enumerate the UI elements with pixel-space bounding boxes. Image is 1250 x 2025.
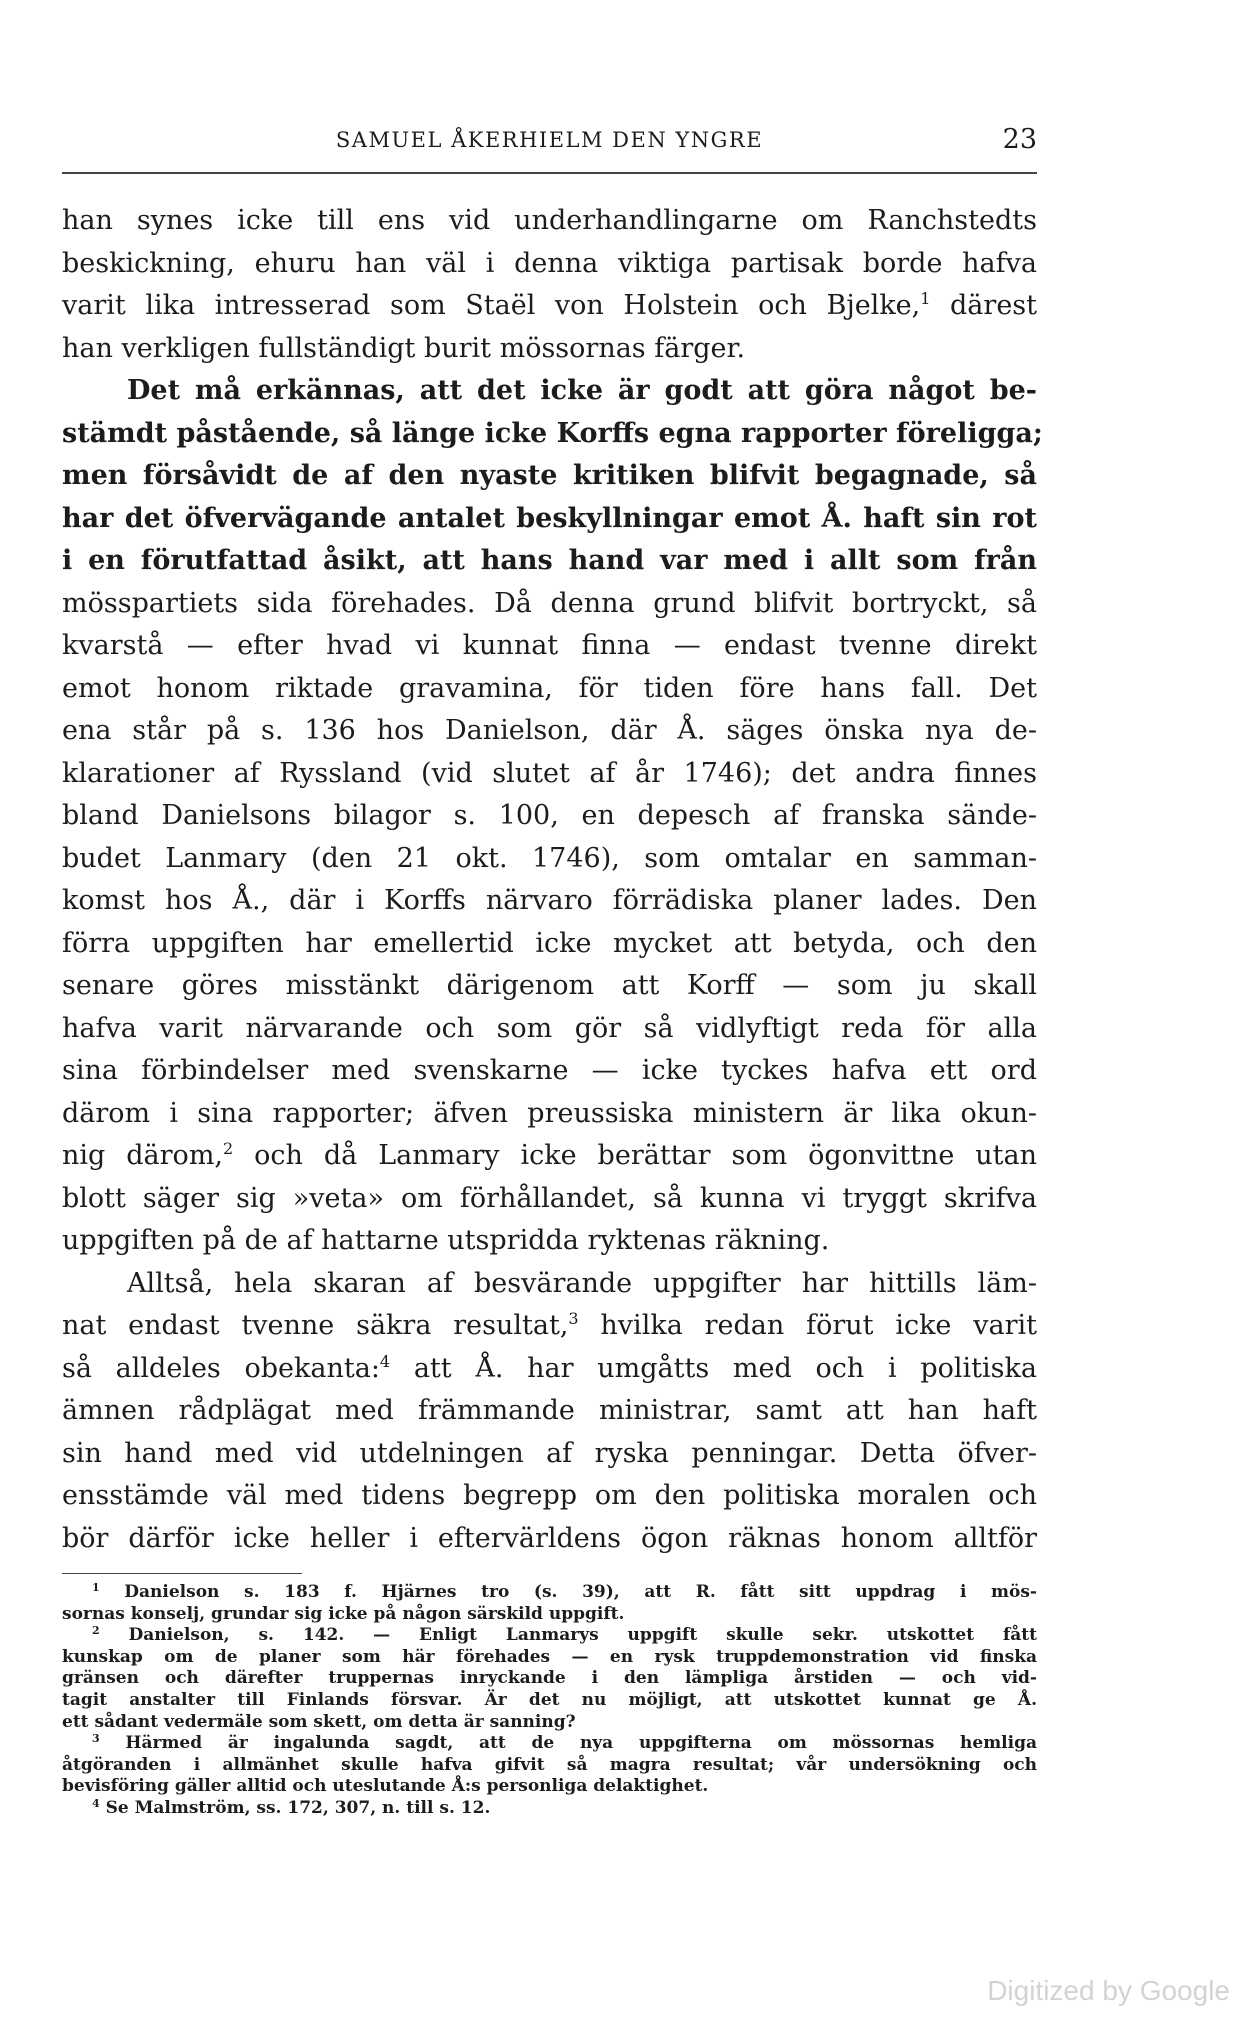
footnote-text: Danielson s. 183 f. Hjärnes tro (s. 39), att R. fått sitt uppdrag i mös- [99, 1582, 1037, 1602]
footnote-line [62, 1604, 1037, 1626]
text-line [62, 795, 1037, 838]
footnote-text: åtgöranden i allmänhet skulle hafva gifvit så magra resultat; vår undersökning och [62, 1754, 1037, 1775]
footnote-number: 1 [92, 1581, 100, 1594]
line-text: Det må erkännas, att det icke är godt att göra något be- [127, 375, 1037, 406]
line-text: förra uppgiften har emellertid icke mycket att betyda, och den [62, 927, 1037, 959]
text-line [62, 540, 1037, 583]
line-text: Alltså, hela skaran af besvärande uppgifter har hittills läm- [127, 1267, 1037, 1299]
footnote-line [62, 1582, 1037, 1604]
line-text-continued: och då Lanmary icke berättar som ögonvittne utan [233, 1140, 1038, 1171]
footnotes [62, 1582, 1037, 1820]
text-line [62, 1135, 1037, 1178]
line-text: nat endast tvenne säkra resultat, [62, 1310, 569, 1341]
footnote-text: Härmed är ingalunda sagdt, att de nya uppgifterna om mössornas hemliga [99, 1733, 1037, 1754]
line-text: ensstämde väl med tidens begrepp om den politiska moralen och [62, 1480, 1037, 1511]
page-header [62, 124, 1037, 164]
text-line [62, 1305, 1037, 1348]
text-line [62, 880, 1037, 923]
text-line [62, 583, 1037, 626]
text-line [62, 498, 1037, 541]
line-text-continued: därest [930, 290, 1037, 321]
footnote-rule [62, 1573, 302, 1574]
footnote-marker: 1 [920, 289, 931, 308]
line-text: klarationer af Ryssland (vid slutet af år 1746); det andra finnes [62, 757, 1037, 789]
text-line [62, 625, 1037, 668]
footnote-line [62, 1733, 1037, 1755]
footnote-number: 4 [92, 1796, 100, 1810]
footnote-text: ett sådant vedermäle som skett, om detta är sanning? [62, 1711, 576, 1732]
line-text-continued: att Å. har umgåtts med och i politiska [390, 1352, 1037, 1384]
footnote-marker: 4 [379, 1351, 391, 1371]
footnote-marker: 2 [223, 1139, 234, 1158]
text-line [62, 370, 1037, 413]
text-line [62, 668, 1037, 711]
footnote-line [62, 1776, 1037, 1798]
line-text: har det öfvervägande antalet beskyllningar emot Å. haft sin rot [62, 502, 1037, 534]
line-text: nig därom, [62, 1140, 224, 1171]
line-text: uppgiften på de af hattarne utspridda ryktenas räkning. [62, 1225, 830, 1256]
footnote-number: 2 [92, 1624, 100, 1638]
text-line [62, 285, 1037, 328]
line-text: varit lika intresserad som Staël von Holstein och Bjelke, [62, 290, 921, 321]
footnote-marker: 3 [568, 1309, 579, 1328]
text-line [62, 243, 1037, 286]
text-line [62, 200, 1037, 243]
text-line [62, 753, 1037, 796]
line-text: han synes icke till ens vid underhandlingarne om Ranchstedts [62, 205, 1037, 236]
footnote-text: bevisföring gäller alltid och uteslutande Å:s personliga delaktighet. [62, 1776, 709, 1797]
footnote-line [62, 1647, 1037, 1669]
footnote-text: Se Malmström, ss. 172, 307, n. till s. 12. [99, 1797, 491, 1818]
text-line [62, 923, 1037, 966]
line-text: ena står på s. 136 hos Danielson, där Å. säges önska nya de- [62, 715, 1037, 746]
text-line [62, 1433, 1037, 1476]
line-text: i en förutfattad åsikt, att hans hand var med i allt som från [62, 545, 1037, 576]
text-line [62, 1348, 1037, 1391]
text-line [62, 1050, 1037, 1093]
digitization-watermark: Digitized by Google [987, 1975, 1230, 2006]
text-line [62, 1518, 1037, 1561]
line-text: blott säger sig »veta» om förhållandet, så kunna vi tryggt skrifva [62, 1182, 1037, 1214]
text-line [62, 838, 1037, 881]
line-text: därom i sina rapporter; äfven preussiska ministern är lika okun- [62, 1097, 1037, 1129]
text-line [62, 413, 1043, 456]
footnote-text: gränsen och därefter truppernas inryckande i den lämpliga årstiden — och vid- [62, 1668, 1037, 1689]
line-text-continued: hvilka redan förut icke varit [578, 1310, 1037, 1341]
text-line [62, 455, 1037, 498]
line-text: bland Danielsons bilagor s. 100, en depesch af franska sände- [62, 800, 1037, 831]
text-line [62, 1008, 1037, 1051]
page-number: 23 [1002, 124, 1037, 155]
footnote-line [62, 1798, 1037, 1820]
footnote-line [62, 1668, 1037, 1690]
line-text: beskickning, ehuru han väl i denna viktiga partisak borde hafva [62, 247, 1037, 279]
line-text: komst hos Å., där i Korffs närvaro förrädiska planer lades. Den [62, 885, 1037, 916]
line-text: men försåvidt de af den nyaste kritiken blifvit begagnade, så [62, 460, 1037, 491]
footnote-text: Danielson, s. 142. — Enligt Lanmarys uppgift skulle sekr. utskottet fått [99, 1625, 1037, 1646]
line-text: hafva varit närvarande och som gör så vidlyftigt reda för alla [62, 1012, 1037, 1044]
line-text: kvarstå — efter hvad vi kunnat finna — endast tvenne direkt [62, 630, 1037, 661]
footnote-line [62, 1625, 1037, 1647]
footnote-text: kunskap om de planer som här förehades — en rysk truppdemonstration vid finska [62, 1646, 1037, 1667]
line-text: sin hand med vid utdelningen af ryska penningar. Detta öfver- [62, 1437, 1037, 1469]
line-text: emot honom riktade gravamina, för tiden före hans fall. Det [62, 672, 1037, 704]
text-line [62, 328, 1037, 371]
footnote-text: tagit anstalter till Finlands försvar. Är det nu möjligt, att utskottet kunnat ge Å. [62, 1689, 1037, 1710]
header-rule [62, 172, 1037, 174]
text-line [62, 1220, 1037, 1263]
footnote-line [62, 1755, 1037, 1777]
footnote-text: sornas konselj, grundar sig icke på någon särskild uppgift. [62, 1603, 625, 1624]
text-line [62, 1390, 1037, 1433]
line-text: ämnen rådplägat med främmande ministrar, samt att han haft [62, 1395, 1037, 1426]
line-text: bör därför icke heller i eftervärldens ögon räknas honom alltför [62, 1522, 1037, 1554]
line-text: han verkligen fullständigt burit mössornas färger. [62, 332, 746, 364]
text-line [62, 965, 1037, 1008]
text-line [62, 1263, 1037, 1306]
text-line [62, 710, 1037, 753]
footnote-line [62, 1690, 1037, 1712]
line-text: senare göres misstänkt därigenom att Korff — som ju skall [62, 970, 1037, 1001]
footnote-line [62, 1712, 1037, 1734]
body-text [62, 200, 1043, 1560]
text-line [62, 1475, 1037, 1518]
line-text: så alldeles obekanta: [62, 1352, 380, 1384]
text-line [62, 1093, 1037, 1136]
running-title: SAMUEL ÅKERHIELM DEN YNGRE [335, 128, 764, 152]
line-text: mösspartiets sida förehades. Då denna grund blifvit bortryckt, så [62, 587, 1037, 619]
line-text: budet Lanmary (den 21 okt. 1746), som omtalar en samman- [62, 842, 1037, 874]
line-text: sina förbindelser med svenskarne — icke tyckes hafva ett ord [62, 1055, 1037, 1086]
line-text: stämdt påstående, så länge icke Korffs egna rapporter föreligga; [62, 417, 1043, 449]
footnote-number: 3 [92, 1732, 100, 1746]
text-line [62, 1178, 1037, 1221]
